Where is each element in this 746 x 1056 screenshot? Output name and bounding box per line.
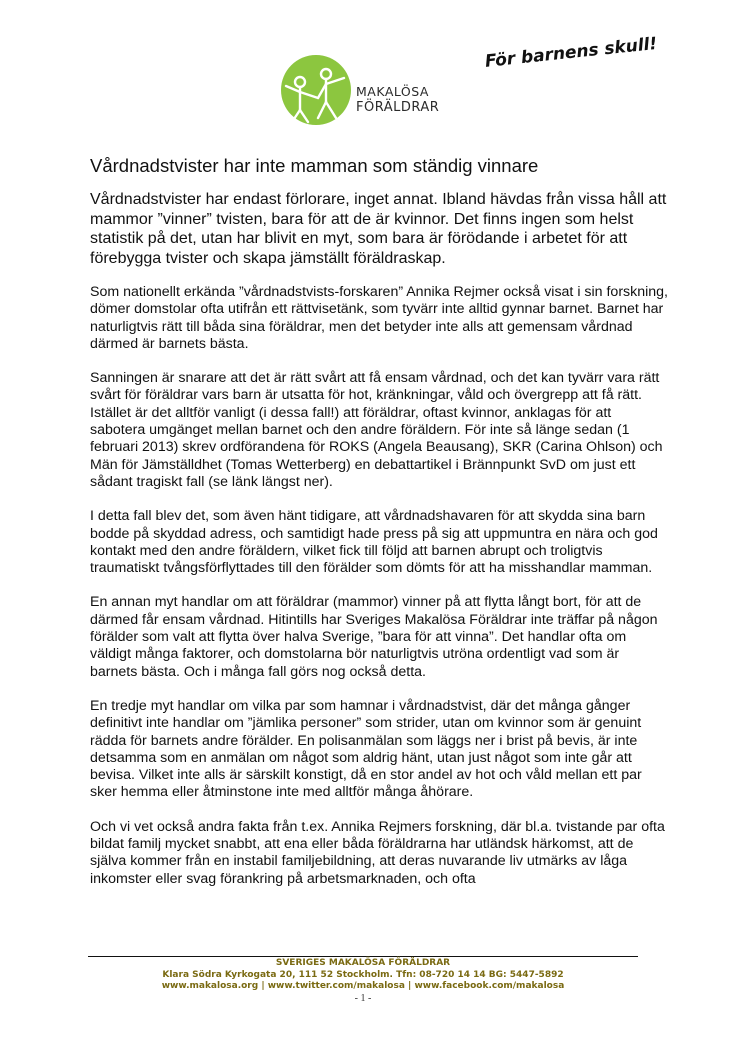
organization-logo [278,48,478,144]
paragraph: En tredje myt handlar om vilka par som hamnar i vårdnadstvist, där det många gånger definitivt inte handlar om ”jämlika personer” som strider, utan om kvinnor som är genuint rädda för barnets andre förälder. En polisanmälan som läggs ner i brist på bevis, är inte detsamma som en anmälan om något som aldrig hänt, utan just något som inte går att bevisa. Vilket inte alls är särskilt konstigt, då en stor andel av hot och våld mellan ett par sker hemma eller åtminstone inte med alltför många åhörare. [90,697,642,801]
paragraph: I detta fall blev det, som även hänt tidigare, att vårdnadshavaren för att skydda sina barn bodde på skyddad adress, och samtidigt hade press på sig att uppmuntra en nära och god kontakt med den andre föräldern, vilket fick till följd att barnen abrupt och troligtvis traumatiskt tvångsförflyttades till den förälder som dömts för att ha misshandlar mamman. [90,508,658,577]
page-number: - 1 - [354,992,372,1004]
paragraph: Och vi vet också andra fakta från t.ex. Annika Rejmers forskning, där bl.a. tvistande par ofta bildat familj mycket snabbt, att ena eller båda föräldrarna har utländsk härkomst, att de själva kommer från en instabil familjebildning, att deras nuvarande liv utmärks av låga inkomster eller svag förankring på arbetsmarknaden, och ofta [90,818,665,887]
makalosa-figures-logo-icon [278,52,354,128]
slogan: För barnens skull! [484,33,659,72]
footer-web-links: www.makalosa.org | www.twitter.com/makalosa | www.facebook.com/makalosa [161,981,565,991]
logo-text-line2: FÖRÄLDRAR [356,100,440,115]
article-body [90,186,670,905]
lead-paragraph: Vårdnadstvister har endast förlorare, inget annat. Ibland hävdas från vissa håll att mammor ”vinner” tvisten, bara för att de är kvinnor. Det finns ingen som helst statistik på det, utan har blivit en myt, som bara är förödande i arbetet för att förebygga tvister och skapa jämställt föräldraskap. [90,191,667,267]
paragraph: En annan myt handlar om att föräldrar (mammor) vinner på att flytta långt bort, för att de därmed får ensam vårdnad. Hitintills har Sveriges Makalösa Föräldrar inte träffar på någon förälder som valt att flytta över halva Sverige, ”bara för att vinna”. Det handlar ofta om väldigt många faktorer, och domstolarna bör naturligtvis utröna ordentligt vad som är barnets bästa. Och i många fall görs nog också detta. [90,594,658,680]
page-title: Vårdnadstvister har inte mamman som ständig vinnare [90,155,539,176]
footer-organization: SVERIGES MAKALÖSA FÖRÄLDRAR [275,958,451,968]
footer-divider [88,956,638,957]
paragraph: Sanningen är snarare att det är rätt svårt att få ensam vårdnad, och det kan tyvärr vara rätt svårt för föräldrar vars barn är utsatta för hot, kränkningar, våld och övergrepp att få rätt. Istället är det alltför vanligt (i dessa fall!) att föräldrar, oftast kvinnor, anklagas för att sabotera umgänget mellan barnet och den andre föräldern. För inte så länge sedan (1 februari 2013) skrev ordförandena för ROKS (Angela Beausang), SKR (Carina Ohlson) och Män för Jämställdhet (Tomas Wetterberg) en debattartikel i Brännpunkt SvD om just ett sådant tragiskt fall (se länk längst ner). [90,370,663,490]
logo-text-line1: MAKALÖSA [356,84,429,99]
paragraph: Som nationellt erkända ”vårdnadstvists-forskaren” Annika Rejmer också visat i sin forskning, dömer domstolar ofta utifrån ett rättvisetänk, som tyvärr inte alltid gynnar barnet. Barnet har naturligtvis rätt till båda sina föräldrar, men det betyder inte alls att gemensam vårdnad därmed är barnets bästa. [90,284,668,352]
footer-address: Klara Södra Kyrkogata 20, 111 52 Stockholm. Tfn: 08-720 14 14 BG: 5447-5892 [162,969,564,980]
page-footer [88,958,638,1004]
